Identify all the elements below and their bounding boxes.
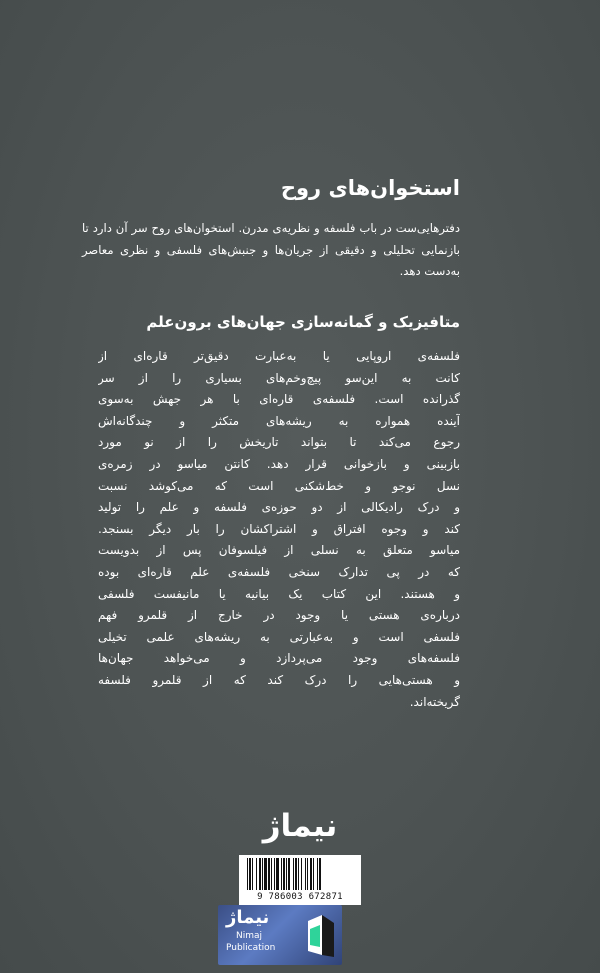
blurb-line: فلسفه‌های وجود می‌پردازد و می‌خواهد جهان‌ها (98, 651, 460, 666)
blurb-line: فلسفه‌ی اروپایی یا به‌عبارت دقیق‌تر قاره‌ای از (98, 349, 460, 363)
series-title: استخوان‌های روح (280, 176, 460, 200)
blurb-line: و درک رادیکالی از دو حوزه‌ی فلسفه و علم را تولید (98, 500, 460, 515)
blurb-line: میاسو متعلق به نسلی از فیلسوفان پس از بدویست (98, 543, 460, 558)
book-blurb (98, 346, 460, 713)
sticker-label: Publication (226, 943, 276, 953)
blurb-line: که در پی تدارک سنخی فلسفه‌ی علم قاره‌ای بوده (98, 564, 460, 579)
series-description: دفترهایی‌ست در باب فلسفه و نظریه‌ی مدرن. استخوان‌های روح سر آن دارد تا بازنمایی تحلیلی و دقیقی از جریان‌ها و جنبش‌های فلسفی و نظری معاصر به‌دست دهد. (82, 221, 460, 278)
sticker-name: Nimaj (236, 931, 263, 941)
book-title: متافیزیک و گمانه‌سازی جهان‌های برون‌علم (146, 313, 460, 331)
sticker-logo: نیماژ (226, 907, 270, 928)
blurb-line: فلسفی است و به‌عبارتی به ریشه‌های علمی تخیلی (98, 629, 460, 644)
blurb-line: گریخته‌اند. (409, 694, 460, 709)
blurb-line: و هستند. این کتاب یک بیانیه یا مانیفست فلسفی (98, 586, 460, 601)
blurb-line: بازبینی و بازخوانی قرار دهد. کانتن میاسو در زمره‌ی (98, 456, 460, 471)
isbn-barcode (239, 855, 361, 905)
blurb-line: نسل نوجو و خط‌شکنی است که می‌کوشد نسبت (98, 478, 460, 493)
barcode-bars (245, 858, 355, 892)
publisher-logo: نیماژ (262, 808, 338, 844)
isbn-number: 9 786003 672871 (257, 892, 343, 902)
publisher-sticker (218, 905, 342, 965)
blurb-line: درباره‌ی هستی یا وجود در خارج از قلمرو فهم (98, 608, 460, 623)
blurb-line: آینده همواره به ریشه‌های متکثر و چندگانه‌اش (98, 413, 460, 428)
blurb-line: کند و وجوه افتراق و اشتراکشان را بار دیگر بسنجد. (98, 521, 460, 536)
blurb-line: رجوع می‌کند تا بتواند تاریخش را از نو مورد (98, 435, 460, 450)
blurb-line: گذرانده است. فلسفه‌ی قاره‌ای با هر جهش به‌سوی (98, 392, 460, 407)
blurb-line: و هستی‌هایی را درک کند که از قلمرو فلسفه (98, 672, 460, 687)
blurb-line: کانت به این‌سو پیچ‌وخم‌های بسیاری را از سر (98, 370, 460, 385)
book-emblem-icon (306, 911, 336, 959)
